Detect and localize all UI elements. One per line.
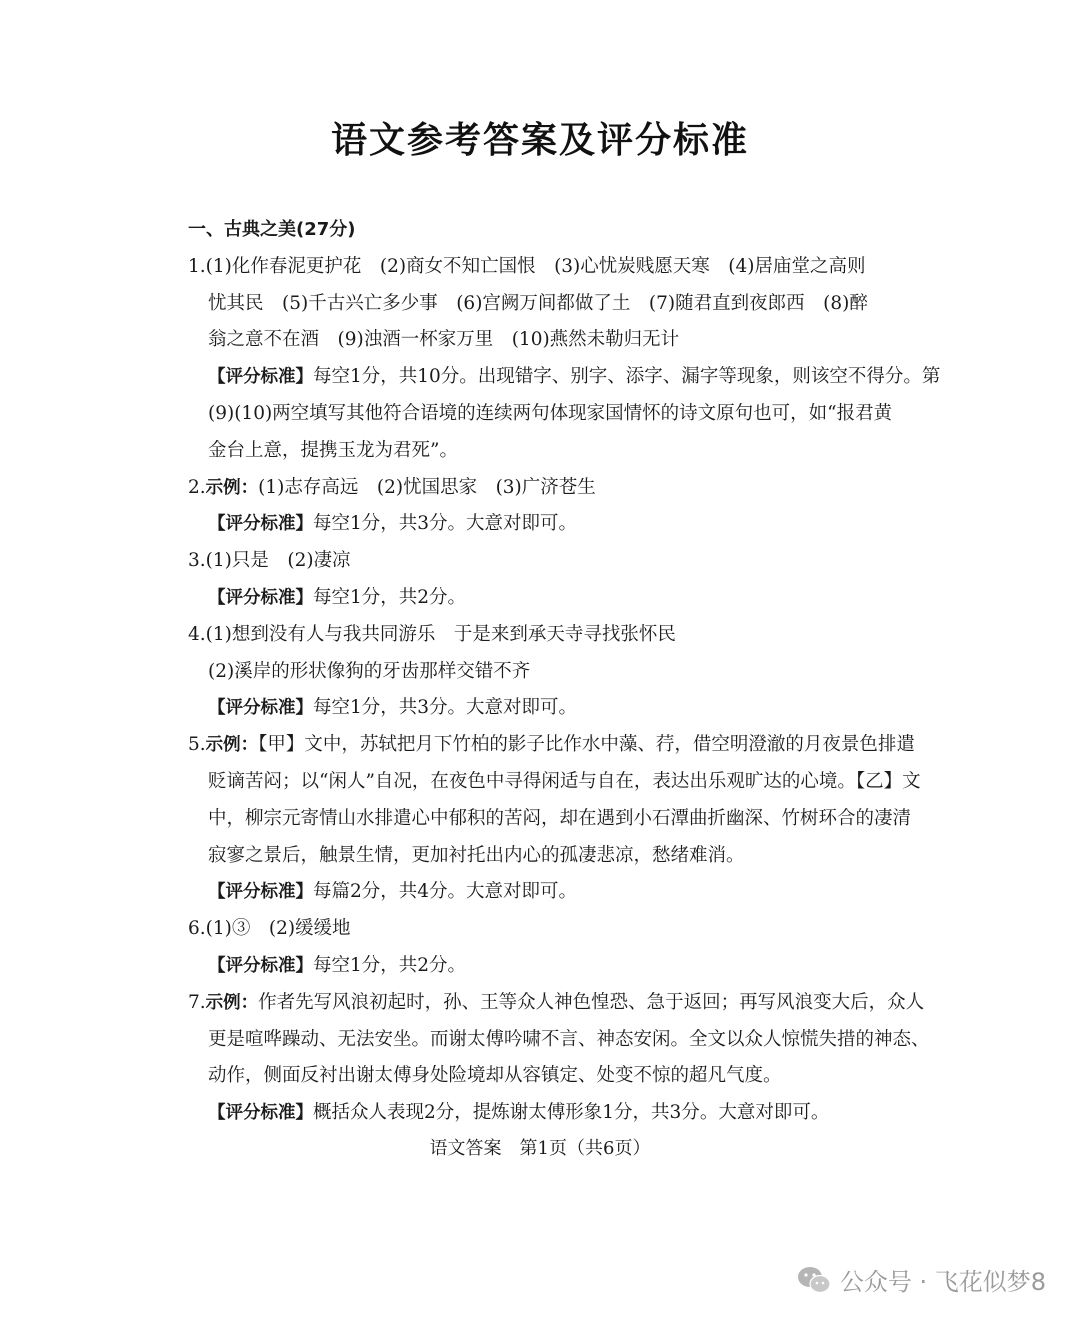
scoring-criteria (188, 1095, 916, 1132)
criteria-text: 每空1分，共10分。出现错字、别字、添字、漏字等现象，则该空不得分。第 (313, 366, 941, 388)
question-number: 2. (188, 476, 206, 498)
scoring-criteria (188, 359, 941, 396)
answer-line: 1.(1)化作春泥更护花 (2)商女不知亡国恨 (3)心忧炭贱愿天寒 (4)居庙堂之高则 (188, 255, 866, 277)
criteria-text: 每空1分，共3分。大意对即可。 (313, 697, 578, 719)
watermark (796, 1262, 1046, 1297)
criteria-label: 【评分标准】 (208, 698, 313, 719)
criteria-label: 【评分标准】 (208, 514, 313, 535)
answer-line: 动作，侧面反衬出谢太傅身处险境却从容镇定、处变不惊的超凡气度。 (208, 1065, 782, 1087)
criteria-line: (9)(10)两空填写其他符合语境的连续两句体现家国情怀的诗文原句也可，如“报君黄 (208, 402, 893, 424)
answer-line (188, 470, 916, 507)
answer-content (188, 212, 941, 1132)
question-4 (188, 617, 916, 727)
criteria-text: 每空1分，共2分。 (313, 586, 467, 608)
criteria-text: 每空1分，共2分。 (313, 954, 467, 976)
criteria-text: 每空1分，共3分。大意对即可。 (313, 513, 578, 535)
answer-line (188, 727, 916, 764)
criteria-text: 每篇2分，共4分。大意对即可。 (313, 881, 578, 903)
criteria-label: 【评分标准】 (208, 1103, 313, 1124)
answer-line: 中，柳宗元寄情山水排遣心中郁积的苦闷，却在遇到小石潭曲折幽深、竹树环合的凄清 (208, 807, 912, 829)
scoring-criteria (188, 874, 916, 911)
answer-line: 4.(1)想到没有人与我共同游乐 于是来到承天寺寻找张怀民 (188, 623, 676, 645)
answer-text: 作者先写风浪初起时，孙、王等众人神色惶恐、急于返回；再写风浪变大后，众人 (258, 991, 925, 1013)
criteria-label: 【评分标准】 (208, 882, 313, 903)
question-1 (188, 249, 941, 470)
example-label: 示例： (205, 477, 259, 498)
question-number: 5. (188, 734, 206, 756)
question-2 (188, 470, 916, 544)
criteria-text: 概括众人表现2分，提炼谢太傅形象1分，共3分。大意对即可。 (313, 1102, 830, 1124)
answer-line: 6.(1)③ (2)缓缓地 (188, 918, 351, 940)
question-3 (188, 543, 916, 617)
watermark-text: 公众号 · 飞花似梦8 (839, 1268, 1046, 1296)
question-7 (188, 985, 930, 1132)
answer-line: 忧其民 (5)千古兴亡多少事 (6)宫阙万间都做了土 (7)随君直到夜郎西 (8)醉 (208, 292, 868, 314)
criteria-label: 【评分标准】 (208, 587, 313, 608)
question-5 (188, 727, 921, 911)
question-number: 7. (188, 991, 206, 1013)
section-heading: 一、古典之美(27分) (188, 219, 356, 240)
scoring-criteria (188, 690, 916, 727)
question-6 (188, 911, 916, 985)
page-footer: 语文答案 第1页（共6页） (429, 1138, 651, 1159)
answer-text: (1)志存高远 (2)忧国思家 (3)广济苍生 (258, 476, 596, 498)
criteria-line: 金台上意，提携玉龙为君死”。 (208, 439, 458, 461)
answer-line: 3.(1)只是 (2)凄凉 (188, 550, 351, 572)
answer-line (188, 985, 925, 1022)
example-label: 示例： (205, 992, 259, 1013)
answer-line: (2)溪岸的形状像狗的牙齿那样交错不齐 (208, 660, 531, 682)
wechat-icon (796, 1265, 832, 1295)
answer-line: 贬谪苦闷；以“闲人”自况，在夜色中寻得闲适与自在，表达出乐观旷达的心境。【乙】文 (208, 770, 921, 792)
answer-line: 翁之意不在酒 (9)浊酒一杯家万里 (10)燕然未勒归无计 (208, 329, 680, 351)
criteria-label: 【评分标准】 (208, 955, 313, 976)
answer-text: 【甲】文中，苏轼把月下竹柏的影子比作水中藻、荇，借空明澄澈的月夜景色排遣 (258, 734, 915, 756)
example-label: 示例： (205, 735, 259, 756)
answer-line: 寂寥之景后，触景生情，更加衬托出内心的孤凄悲凉，愁绪难消。 (208, 844, 745, 866)
scoring-criteria (188, 506, 916, 543)
answer-line: 更是喧哗躁动、无法安坐。而谢太傅吟啸不言、神态安闲。全文以众人惊慌失措的神态、 (208, 1028, 930, 1050)
page-title: 语文参考答案及评分标准 (330, 120, 749, 161)
scoring-criteria (188, 948, 916, 985)
scoring-criteria (188, 580, 916, 617)
criteria-label: 【评分标准】 (208, 367, 313, 388)
